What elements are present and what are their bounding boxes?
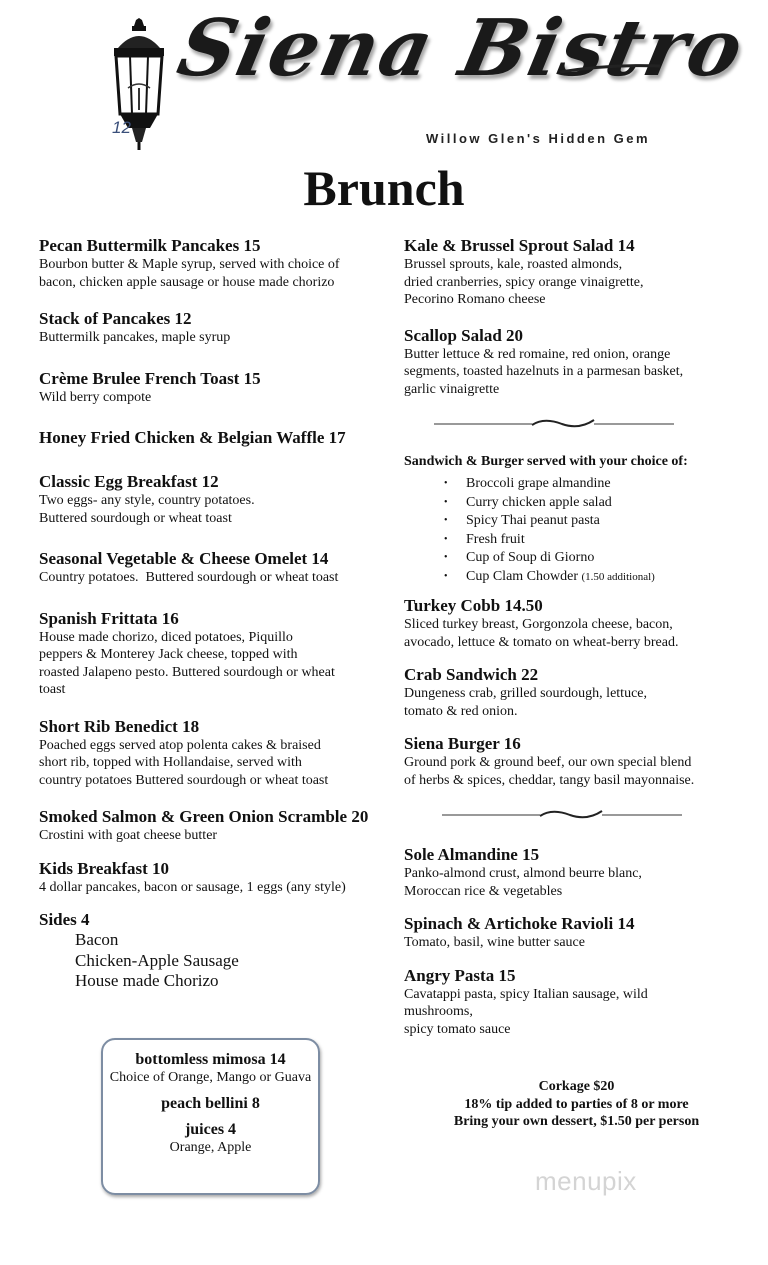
menu-item-desc: of herbs & spices, cheddar, tangy basil mayonnaise. <box>404 772 695 788</box>
side-choice-item: • Broccoli grape almandine <box>404 475 749 494</box>
menu-item-desc: roasted Jalapeno pesto. Buttered sourdough or wheat <box>39 664 335 680</box>
bullet-icon: • <box>444 496 448 508</box>
menu-item-desc: garlic vinaigrette <box>404 381 500 397</box>
side-choice-item: • Spicy Thai peanut pasta <box>404 512 749 531</box>
menu-header <box>0 0 768 160</box>
menu-item-desc: Two eggs- any style, country potatoes. <box>39 493 255 508</box>
restaurant-logo: Siena Bistro <box>170 3 753 94</box>
bullet-icon: • <box>444 533 448 545</box>
menu-item <box>39 807 384 845</box>
menu-item-desc: spicy tomato sauce <box>404 1021 511 1037</box>
menu-item <box>404 236 749 309</box>
menu-item-desc: Buttermilk pancakes, maple syrup <box>39 330 231 345</box>
footer-notes <box>404 1078 749 1131</box>
menu-item-title: Smoked Salmon & Green Onion Scramble 20 <box>39 807 369 826</box>
menu-item-title: Crab Sandwich 22 <box>404 665 539 684</box>
sandwich-sides-section <box>404 453 749 586</box>
menu-item <box>39 428 384 448</box>
menu-item-desc: Ground pork & ground beef, our own special blend <box>404 755 692 770</box>
menu-item-desc: Bourbon butter & Maple syrup, served with choice of <box>39 257 340 272</box>
menu-item <box>404 966 749 1039</box>
menu-item <box>39 309 384 347</box>
menu-item <box>404 326 749 399</box>
side-choice-item: • Cup of Soup di Giorno <box>404 549 749 568</box>
menu-item-title: Turkey Cobb 14.50 <box>404 596 543 615</box>
menu-item-desc: Sliced turkey breast, Gorgonzola cheese, bacon, <box>404 617 673 632</box>
menu-item-title: Stack of Pancakes 12 <box>39 309 192 328</box>
menu-item-desc: tomato & red onion. <box>404 703 518 719</box>
menu-item-desc: mushrooms, <box>404 1004 473 1019</box>
menu-item-title: Short Rib Benedict 18 <box>39 716 200 736</box>
drink-title: bottomless mimosa 14 <box>135 1051 286 1068</box>
side-choice-item: • Cup Clam Chowder (1.50 additional) <box>404 568 749 587</box>
side-choice-item: • Curry chicken apple salad <box>404 494 749 513</box>
menu-item-desc: House made chorizo, diced potatoes, Piquillo <box>39 629 293 645</box>
menu-item <box>404 596 749 651</box>
menu-item <box>39 236 384 291</box>
corkage-note: Corkage $20 <box>538 1079 615 1094</box>
menu-item-desc: 4 dollar pancakes, bacon or sausage, 1 eggs (any style) <box>39 879 346 895</box>
logo-swash-decoration <box>560 62 660 74</box>
menu-item-desc: peppers & Monterey Jack cheese, topped with <box>39 647 298 662</box>
page-number: 12 <box>112 118 131 137</box>
menu-item-desc: segments, toasted hazelnuts in a parmesan basket, <box>404 364 684 379</box>
side-item: Chicken-Apple Sausage <box>75 950 239 970</box>
menu-item <box>39 549 384 587</box>
side-item: House made Chorizo <box>75 971 219 990</box>
menu-item-desc: bacon, chicken apple sausage or house made chorizo <box>39 274 335 290</box>
menu-item <box>39 472 384 527</box>
menu-item-desc: country potatoes Buttered sourdough or wheat toast <box>39 772 329 788</box>
drink-title: peach bellini 8 <box>161 1095 260 1112</box>
watermark: menupix <box>535 1166 637 1196</box>
menu-item-desc: Panko-almond crust, almond beurre blanc, <box>404 866 642 881</box>
menu-item <box>39 369 384 407</box>
menu-item-title: Kids Breakfast 10 <box>39 858 170 878</box>
menu-item-title: Spanish Frittata 16 <box>39 608 179 628</box>
menu-item-desc: Pecorino Romano cheese <box>404 292 546 307</box>
menu-item-desc: Wild berry compote <box>39 389 152 405</box>
menu-item <box>404 914 749 952</box>
menu-item <box>39 609 384 699</box>
menu-item-title: Kale & Brussel Sprout Salad 14 <box>404 236 635 255</box>
drink-desc: Choice of Orange, Mango or Guava <box>109 1070 312 1085</box>
side-choice-note: (1.50 additional) <box>581 570 655 583</box>
menu-item <box>39 717 384 790</box>
drinks-box <box>101 1038 320 1195</box>
restaurant-tagline: Willow Glen's Hidden Gem <box>426 131 651 146</box>
menu-item-title: Scallop Salad 20 <box>404 325 524 345</box>
menu-item <box>404 845 749 900</box>
right-menu-column <box>404 236 749 1038</box>
drink-title: juices 4 <box>184 1121 237 1138</box>
menu-item-desc: Moroccan rice & vegetables <box>404 883 563 899</box>
menu-item-desc: Butter lettuce & red romaine, red onion, orange <box>404 346 671 362</box>
menu-item-title: Crème Brulee French Toast 15 <box>39 368 261 388</box>
menu-item-desc: Poached eggs served atop polenta cakes & braised <box>39 737 321 753</box>
sides-title: Sides 4 <box>39 910 90 929</box>
menu-item-desc: avocado, lettuce & tomato on wheat-berry bread. <box>404 634 679 650</box>
dessert-note: Bring your own dessert, $1.50 per person <box>453 1114 700 1129</box>
sandwich-sides-list <box>404 475 749 586</box>
menu-item-title: Spinach & Artichoke Ravioli 14 <box>404 914 635 933</box>
bullet-icon: • <box>444 552 448 563</box>
bullet-icon: • <box>444 515 448 526</box>
side-choice-item: • Fresh fruit <box>404 531 749 550</box>
tip-note: 18% tip added to parties of 8 or more <box>464 1096 689 1112</box>
menu-item-desc: Buttered sourdough or wheat toast <box>39 510 232 526</box>
menu-item <box>404 734 749 789</box>
flourish-divider <box>442 807 682 821</box>
menu-item-title: Seasonal Vegetable & Cheese Omelet 14 <box>39 549 329 568</box>
menu-item-desc: Dungeness crab, grilled sourdough, lettuce, <box>404 686 647 701</box>
menu-item-title: Siena Burger 16 <box>404 734 521 753</box>
sides-section <box>39 910 384 992</box>
sides-list <box>39 930 384 992</box>
menu-item-desc: Crostini with goat cheese butter <box>39 828 218 843</box>
left-menu-column <box>39 236 384 992</box>
bullet-icon: • <box>444 570 448 582</box>
drink-desc: Orange, Apple <box>169 1140 252 1155</box>
menu-item-desc: Tomato, basil, wine butter sauce <box>404 935 585 950</box>
menu-item-title: Pecan Buttermilk Pancakes 15 <box>39 236 261 255</box>
menu-item <box>39 859 384 897</box>
menu-item-desc: dried cranberries, spicy orange vinaigrette, <box>404 274 644 290</box>
menu-item-title: Classic Egg Breakfast 12 <box>39 472 219 491</box>
side-item: Bacon <box>75 930 119 949</box>
menu-item-desc: toast <box>39 682 66 697</box>
bullet-icon: • <box>444 478 448 489</box>
menu-item <box>404 665 749 720</box>
menu-item-desc: Country potatoes. Buttered sourdough or wheat toast <box>39 570 339 585</box>
menu-item-title: Angry Pasta 15 <box>404 965 516 985</box>
page-title: Brunch <box>303 160 465 216</box>
menu-item-desc: Brussel sprouts, kale, roasted almonds, <box>404 257 623 272</box>
menu-item-desc: short rib, topped with Hollandaise, served with <box>39 755 302 770</box>
menu-item-title: Sole Almandine 15 <box>404 845 540 864</box>
menu-item-desc: Cavatappi pasta, spicy Italian sausage, wild <box>404 986 648 1002</box>
sandwich-sides-heading: Sandwich & Burger served with your choice of: <box>404 454 688 469</box>
menu-item-title: Honey Fried Chicken & Belgian Waffle 17 <box>39 428 346 447</box>
flourish-divider <box>434 416 674 430</box>
